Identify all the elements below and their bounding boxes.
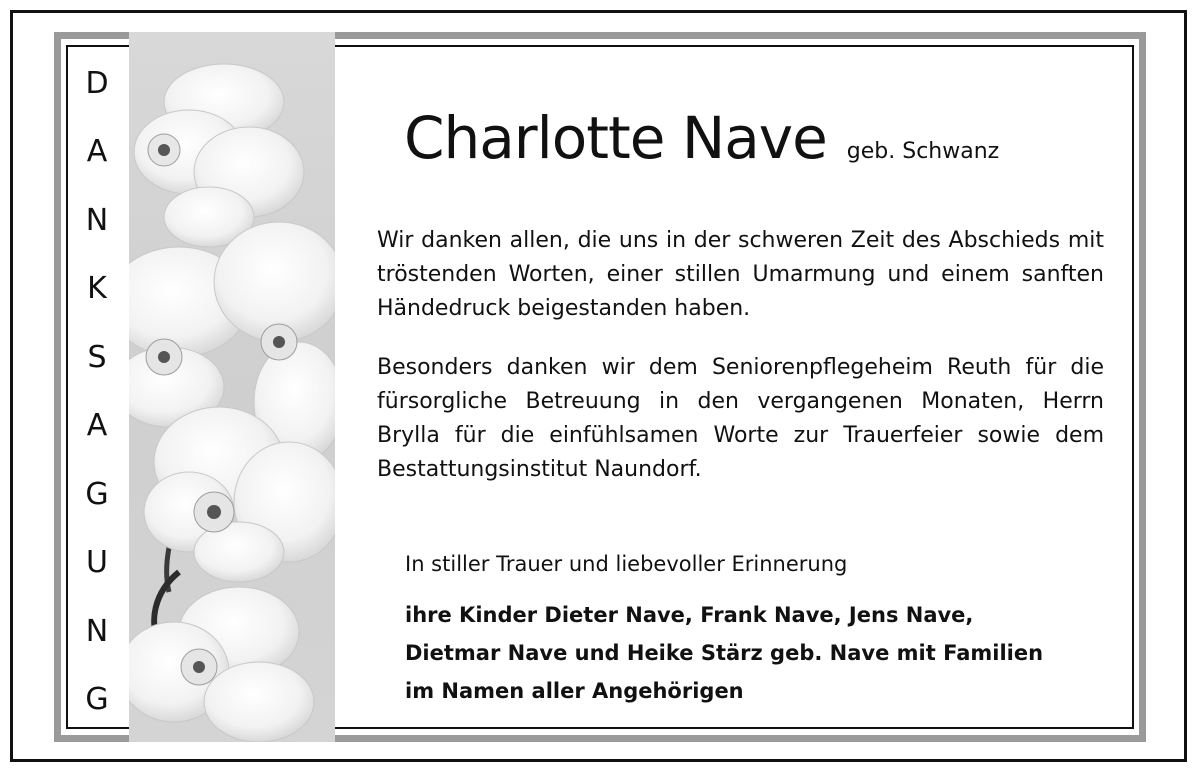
heading-letter: G	[85, 681, 109, 717]
heading-letter: K	[87, 271, 107, 307]
maiden-name: geb. Schwanz	[846, 139, 1000, 164]
orchid-image	[129, 32, 335, 742]
signers-block	[405, 596, 1043, 710]
heading-letter: D	[85, 66, 109, 101]
title-block	[404, 104, 999, 172]
orchid-illustration	[129, 32, 335, 742]
heading-letter: U	[86, 545, 108, 581]
closing-line: In stiller Trauer und liebevoller Erinnerung	[405, 552, 848, 576]
signer-line: ihre Kinder Dieter Nave, Frank Nave, Jens Nave,	[405, 603, 974, 627]
signer-line: Dietmar Nave und Heike Stärz geb. Nave mit Familien	[405, 641, 1044, 665]
thanks-paragraph-2: Besonders danken wir dem Seniorenpflegeheim Reuth für die fürsorgliche Betreuung in den vergangenen Monaten, Herrn Brylla für die einfühlsamen Worte zur Trauerfeier sowie dem Bestattungsinstitut Naundorf.	[377, 355, 1104, 482]
vertical-heading-danksagung	[68, 64, 126, 720]
heading-letter: S	[87, 339, 107, 375]
heading-letter: N	[85, 613, 109, 649]
heading-letter: A	[86, 408, 108, 444]
signer-line: im Namen aller Angehörigen	[405, 679, 744, 703]
heading-letter: A	[86, 134, 108, 170]
heading-letter: G	[85, 476, 109, 512]
deceased-name: Charlotte Nave	[404, 104, 827, 172]
heading-letter: N	[85, 202, 109, 238]
orchid-flower	[134, 64, 304, 247]
thanks-paragraph-1: Wir danken allen, die uns in der schweren Zeit des Abschieds mit tröstenden Worten, einer stillen Umarmung und einem sanften Händedruck beigestanden haben.	[377, 228, 1104, 321]
